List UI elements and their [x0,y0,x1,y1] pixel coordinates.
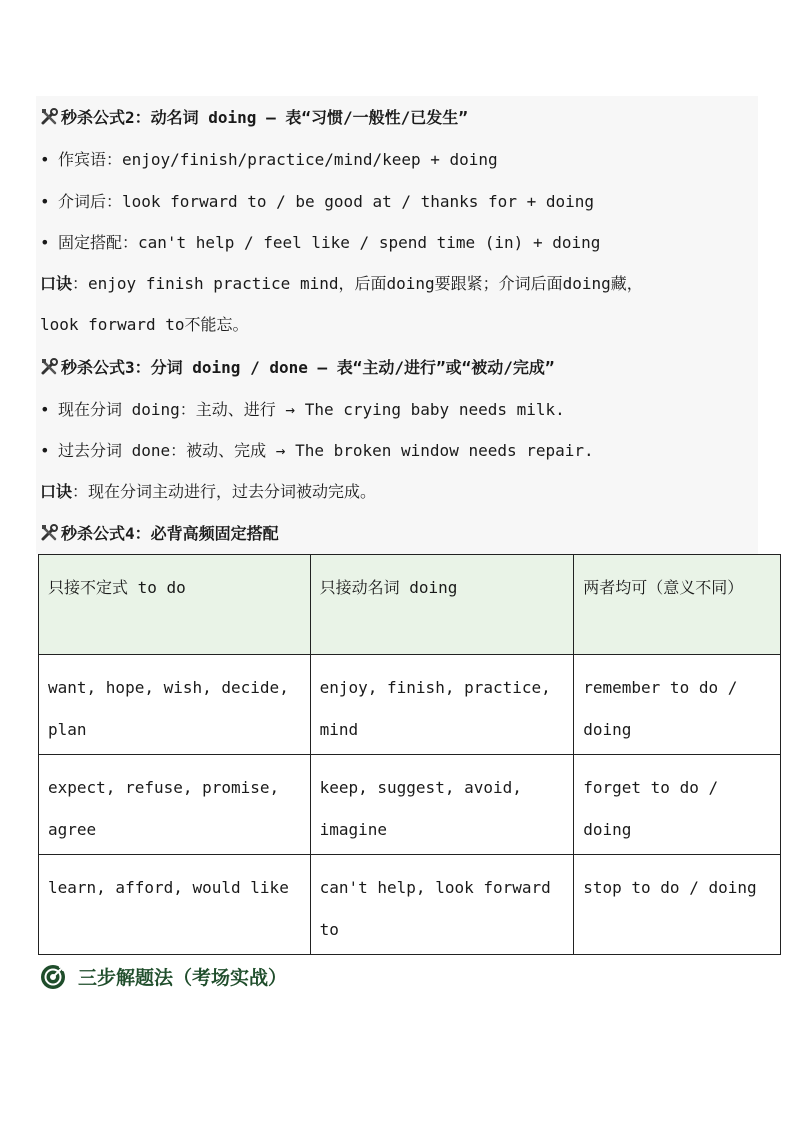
tools-icon [40,523,60,543]
table-row [39,755,781,855]
table-cell: keep, suggest, avoid, imagine [310,755,574,855]
formula2-bullet-1: • 作宾语：enjoy/finish/practice/mind/keep + doing [40,150,498,169]
table-cell: remember to do / doing [574,655,781,755]
bullet-text: 固定搭配：can't help / feel like / spend time (in) + doing [58,233,601,252]
formula2-title-text: 秒杀公式2：动名词 doing — 表“习惯/一般性/已发生” [61,108,468,127]
formula3-title [40,357,555,379]
formula3-mnemonic [40,481,376,503]
section-title: 三步解题法（考场实战） [78,967,288,989]
table-row [39,655,781,755]
bullet-text: 现在分词 doing：主动、进行 → The crying baby needs milk. [58,400,565,419]
formula3-title-text: 秒杀公式3：分词 doing / done — 表“主动/进行”或“被动/完成” [61,358,555,377]
tools-icon [40,107,60,127]
table-row [39,855,781,955]
mnemonic-label: 口诀 [40,274,73,293]
collocation-table [38,554,781,955]
table-cell: want, hope, wish, decide, plan [39,655,311,755]
target-icon [40,964,66,990]
table-header-row [39,555,781,655]
bullet-text: 介词后：look forward to / be good at / thanks for + doing [58,192,595,211]
table-cell: can't help, look forward to [310,855,574,955]
formula4-title [40,523,279,545]
formula2-mnemonic-cont: look forward to不能忘。 [40,315,249,334]
table-cell: enjoy, finish, practice, mind [310,655,574,755]
formula3-bullet-1: • 现在分词 doing：主动、进行 → The crying baby needs milk. [40,400,565,419]
tools-icon [40,357,60,377]
bullet-text: 作宾语：enjoy/finish/practice/mind/keep + doing [58,150,498,169]
formula2-title [40,107,468,129]
mnemonic-text: ：enjoy finish practice mind，后面doing要跟紧；介词后面doing藏， [72,274,643,293]
table-header-cell: 两者均可（意义不同） [574,555,781,655]
mnemonic-label: 口诀 [40,482,73,501]
table-cell: learn, afford, would like [39,855,311,955]
table-cell: forget to do / doing [574,755,781,855]
formula3-bullet-2: • 过去分词 done：被动、完成 → The broken window needs repair. [40,441,594,460]
formula4-title-text: 秒杀公式4：必背高频固定搭配 [61,524,279,543]
table-header-cell: 只接动名词 doing [310,555,574,655]
section-heading [40,963,287,990]
table-header-cell: 只接不定式 to do [39,555,311,655]
formula2-bullet-2: • 介词后：look forward to / be good at / thanks for + doing [40,192,595,211]
mnemonic-text: ：现在分词主动进行，过去分词被动完成。 [72,482,377,501]
table-cell: expect, refuse, promise, agree [39,755,311,855]
formula2-bullet-3: • 固定搭配：can't help / feel like / spend time (in) + doing [40,233,601,252]
table-cell: stop to do / doing [574,855,781,955]
formula2-mnemonic [40,273,643,295]
bullet-text: 过去分词 done：被动、完成 → The broken window needs repair. [58,441,594,460]
